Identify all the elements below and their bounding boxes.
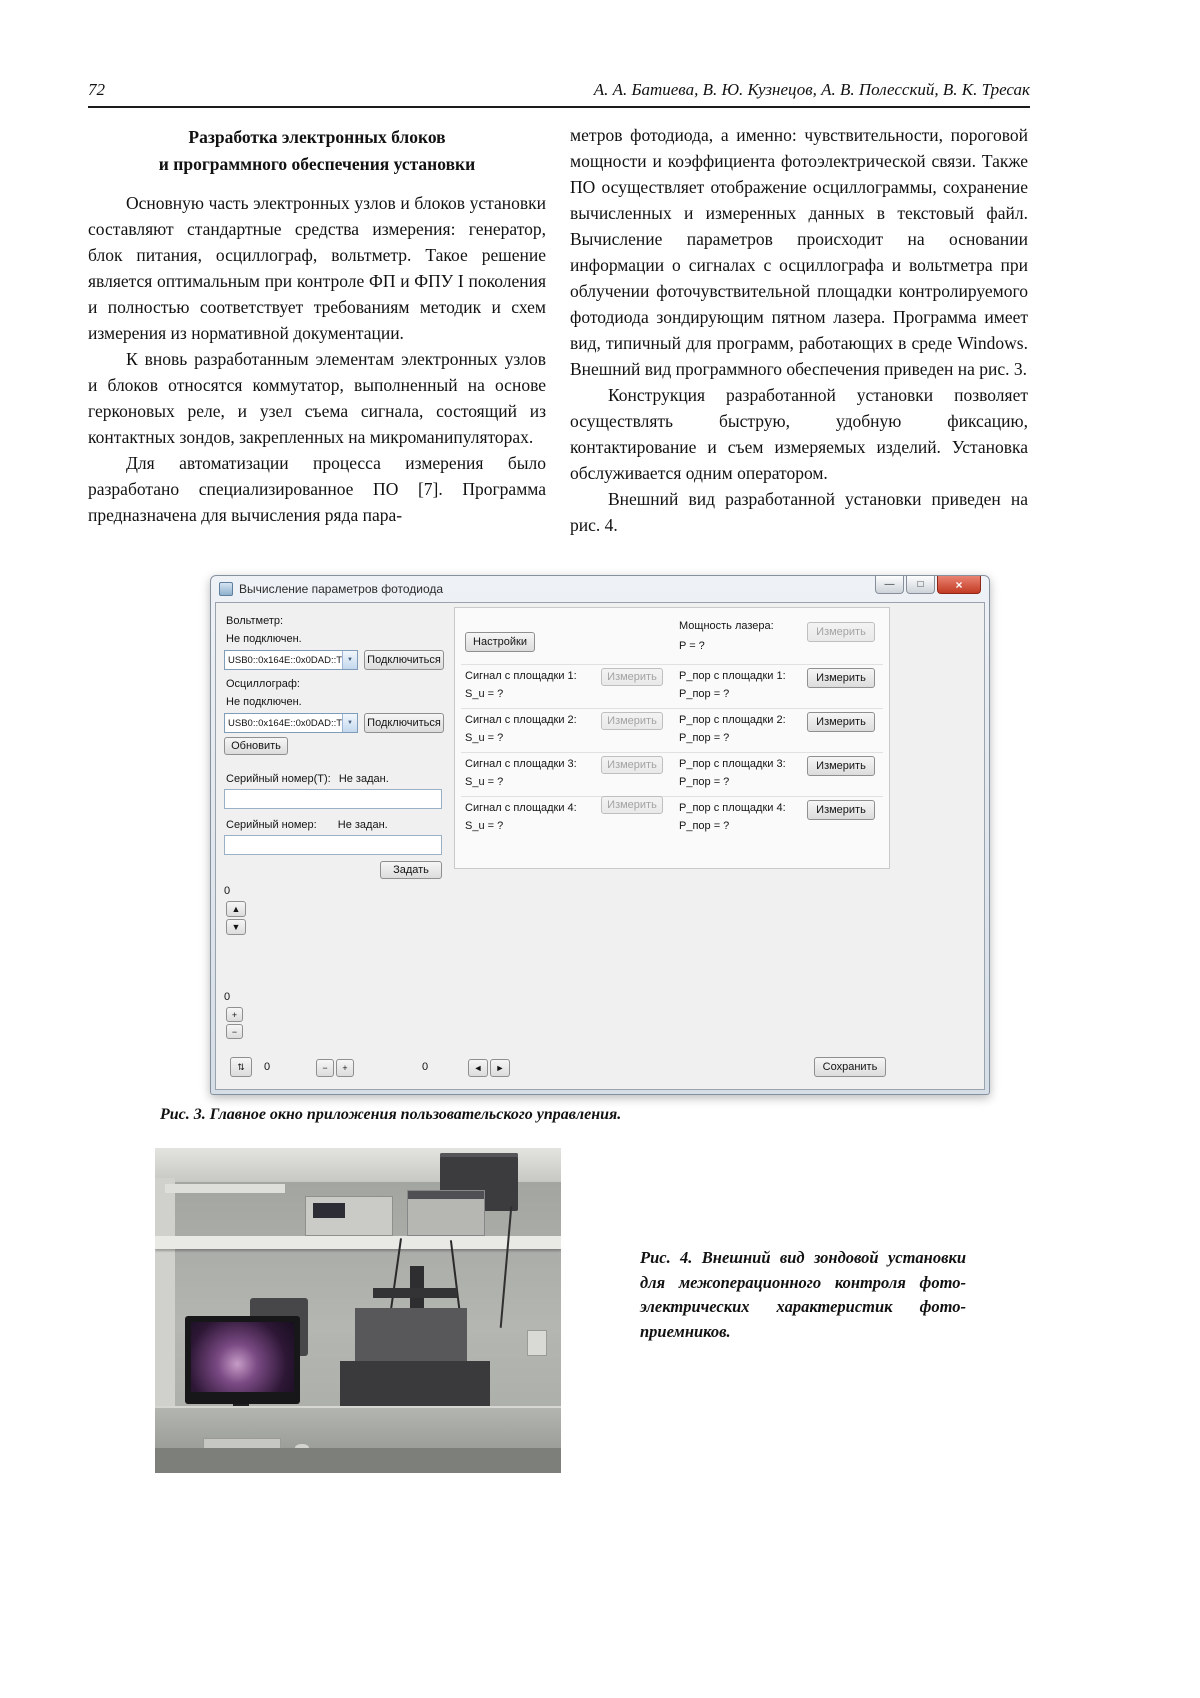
- voltmeter-connect-button[interactable]: Подключиться: [364, 650, 444, 670]
- paragraph: Конструкция разработанной установки позволяет осуществлять быструю, удобную фиксацию, контактирование и съем измеряемых изделий. Установка обслуживается одним оператором.: [570, 385, 1028, 483]
- spin-up-icon: ▲: [231, 904, 241, 914]
- measure-threshold-pad1-button[interactable]: Измерить: [807, 668, 875, 688]
- app-window: [210, 575, 990, 1095]
- right-column: [570, 122, 1028, 538]
- running-head: [88, 80, 1030, 102]
- oscilloscope-label: Осциллограф:: [226, 678, 300, 690]
- paragraph: метров фотодиода, а именно: чувствительности, пороговой мощности и коэффициента фотоэлектрической связи. Также ПО осуществляет отображение осциллограммы, сохранение вычисленных и измеренных данных в текстовый файл. Вычисление параметров происходит на основании информации о сигналах с осциллографа и вольтметра при облучении фоточувствительной площадки контролируемого фотодиода зондирующим пятном лазера. Программа имеет вид, типичный для программ, работающих в среде Windows. Внешний вид программного обеспечения приведен на рис. 3.: [570, 125, 1028, 379]
- row-separator: [461, 796, 883, 797]
- arrow-right-icon: ►: [495, 1063, 505, 1073]
- threshold-pad2-value: P_пор = ?: [679, 732, 730, 744]
- row-separator: [461, 664, 883, 665]
- measurement-panel: [454, 607, 890, 869]
- minimize-button[interactable]: [875, 576, 904, 594]
- paragraph: Внешний вид разработанной установки приведен на рис. 4.: [570, 489, 1028, 535]
- signal-pad1-label: Сигнал с площадки 1:: [465, 670, 577, 682]
- signal-pad4-label: Сигнал с площадки 4:: [465, 802, 577, 814]
- fig4-photo: [155, 1148, 561, 1473]
- settings-button[interactable]: Настройки: [465, 632, 535, 652]
- paragraph: Для автоматизации процесса измерения было разработано специализированное ПО [7]. Программа предназначена для вычисления ряда пара-: [88, 453, 546, 525]
- signal-pad3-value: S_u = ?: [465, 776, 504, 788]
- threshold-pad3-value: P_пор = ?: [679, 776, 730, 788]
- set-button[interactable]: Задать: [380, 861, 442, 879]
- measure-signal-pad3-button[interactable]: Измерить: [601, 756, 663, 774]
- app-icon: [219, 582, 233, 596]
- measure-threshold-pad4-button[interactable]: Измерить: [807, 800, 875, 820]
- left-column: [88, 122, 546, 528]
- measure-signal-pad2-button[interactable]: Измерить: [601, 712, 663, 730]
- increment-button[interactable]: [226, 1007, 243, 1022]
- threshold-pad4-label: P_пор с площадки 4:: [679, 802, 786, 814]
- photo-oscilloscope: [407, 1190, 485, 1236]
- pad-row-4: [455, 796, 889, 840]
- measure-signal-pad1-button[interactable]: Измерить: [601, 668, 663, 686]
- signal-pad2-value: S_u = ?: [465, 732, 504, 744]
- measure-laser-button[interactable]: Измерить: [807, 622, 875, 642]
- step-left-button[interactable]: [468, 1059, 488, 1077]
- photo-outlet: [527, 1330, 547, 1356]
- x-minus-button[interactable]: [316, 1059, 334, 1077]
- oscilloscope-device-value: USB0::0x164E::0x0DAD::T: [228, 717, 342, 729]
- voltmeter-device-value: USB0::0x164E::0x0DAD::T: [228, 654, 342, 666]
- x-plus-button[interactable]: [336, 1059, 354, 1077]
- step-right-button[interactable]: [490, 1059, 510, 1077]
- threshold-pad1-value: P_пор = ?: [679, 688, 730, 700]
- swap-axes-button[interactable]: [230, 1057, 252, 1077]
- page-number: 72: [88, 80, 105, 99]
- voltmeter-status: Не подключен.: [226, 633, 302, 645]
- section-heading: Разработка электронных блоков и программного обеспечения установки: [158, 127, 476, 174]
- spin-down-icon: ▼: [231, 922, 241, 932]
- photo-probe-station: [355, 1308, 467, 1366]
- photo-probe-base: [340, 1361, 490, 1407]
- close-icon: ×: [955, 577, 963, 592]
- measure-threshold-pad2-button[interactable]: Измерить: [807, 712, 875, 732]
- photo-shelf: [155, 1236, 561, 1249]
- fig3-caption: Рис. 3. Главное окно приложения пользовательского управления.: [160, 1106, 622, 1123]
- app-titlebar[interactable]: [211, 576, 989, 602]
- serial-t-input[interactable]: [224, 789, 442, 809]
- app-client-area: [215, 602, 985, 1090]
- measure-signal-pad4-button[interactable]: Измерить: [601, 796, 663, 814]
- window-controls: [873, 576, 981, 594]
- threshold-pad3-label: P_пор с площадки 3:: [679, 758, 786, 770]
- measure-threshold-pad3-button[interactable]: Измерить: [807, 756, 875, 776]
- photo-monitor-screen: [191, 1322, 294, 1392]
- plus-icon: +: [231, 1009, 238, 1020]
- arrow-left-icon: ◄: [473, 1063, 483, 1073]
- serial-t-label: Серийный номер(Т):: [226, 773, 331, 785]
- minimize-icon: —: [884, 579, 895, 590]
- laser-power-value: P = ?: [679, 640, 705, 652]
- photo-wall-corner: [155, 1178, 175, 1413]
- spinner-down-button[interactable]: [226, 919, 246, 935]
- counter2-value: 0: [224, 991, 231, 1003]
- voltmeter-label: Вольтметр:: [226, 615, 284, 627]
- y-position-value: 0: [422, 1061, 429, 1073]
- serial-status: Не задан.: [337, 819, 388, 831]
- threshold-pad4-value: P_пор = ?: [679, 820, 730, 832]
- threshold-pad1-label: P_пор с площадки 1:: [679, 670, 786, 682]
- decrement-button[interactable]: [226, 1024, 243, 1039]
- paragraph: Основную часть электронных узлов и блоков установки составляют стандартные средства измерения: генератор, блок питания, осциллограф, вольтметр. Такое решение является оптимальным при контроле ФП и ФПУ I поколения и полностью соответствует требованиям методик и схем измерения из нормативной документации.: [88, 193, 546, 343]
- photo-probe-arm: [373, 1288, 457, 1298]
- threshold-pad2-label: P_пор с площадки 2:: [679, 714, 786, 726]
- minus-icon: −: [231, 1026, 238, 1037]
- row-separator: [461, 752, 883, 753]
- spinner-up-button[interactable]: [226, 901, 246, 917]
- header-rule: [88, 106, 1030, 108]
- oscilloscope-connect-button[interactable]: Подключиться: [364, 713, 444, 733]
- counter1-value: 0: [224, 885, 231, 897]
- photo-desk-front: [155, 1448, 561, 1473]
- photo-upper-shelf: [165, 1184, 285, 1193]
- combo-dropdown-icon[interactable]: ▼: [342, 714, 357, 732]
- photo-cable: [500, 1206, 513, 1328]
- signal-pad4-value: S_u = ?: [465, 820, 504, 832]
- pad-row-3: [455, 752, 889, 796]
- refresh-button[interactable]: Обновить: [224, 737, 288, 755]
- page-authors: А. А. Батиева, В. Ю. Кузнецов, А. В. Полесский, В. К. Тресак: [593, 80, 1030, 99]
- serial-t-row: [226, 773, 389, 785]
- paragraph: К вновь разработанным элементам электронных узлов и блоков относятся коммутатор, выполненный на основе герконовых реле, и узел съема сигнала, состоящий из контактных зондов, закрепленных на микроманипуляторах.: [88, 349, 546, 447]
- x-position-value: 0: [264, 1061, 271, 1073]
- plus-icon: +: [342, 1063, 348, 1073]
- swap-icon: ⇅: [237, 1061, 245, 1072]
- signal-pad3-label: Сигнал с площадки 3:: [465, 758, 577, 770]
- signal-pad1-value: S_u = ?: [465, 688, 504, 700]
- combo-dropdown-icon[interactable]: ▼: [342, 651, 357, 669]
- photo-generator-display: [313, 1203, 345, 1218]
- oscilloscope-device-combobox[interactable]: [224, 713, 358, 733]
- maximize-icon: □: [917, 579, 924, 590]
- pad-row-2: [455, 708, 889, 752]
- maximize-button[interactable]: [906, 576, 935, 594]
- minus-icon: −: [322, 1063, 328, 1073]
- signal-pad2-label: Сигнал с площадки 2:: [465, 714, 577, 726]
- close-button[interactable]: [937, 576, 981, 594]
- laser-power-label: Мощность лазера:: [679, 620, 774, 632]
- pad-row-1: [455, 664, 889, 708]
- save-button[interactable]: Сохранить: [814, 1057, 886, 1077]
- fig4-caption: Рис. 4. Внешний вид зондовой установки для межоперационного контроля фото-электрических характеристик фото-приемников.: [640, 1248, 966, 1341]
- row-separator: [461, 708, 883, 709]
- serial-row: [226, 819, 388, 831]
- serial-t-status: Не задан.: [338, 773, 389, 785]
- voltmeter-device-combobox[interactable]: [224, 650, 358, 670]
- serial-input[interactable]: [224, 835, 442, 855]
- oscilloscope-status: Не подключен.: [226, 696, 302, 708]
- app-title: Вычисление параметров фотодиода: [239, 582, 444, 596]
- serial-label: Серийный номер:: [226, 819, 317, 831]
